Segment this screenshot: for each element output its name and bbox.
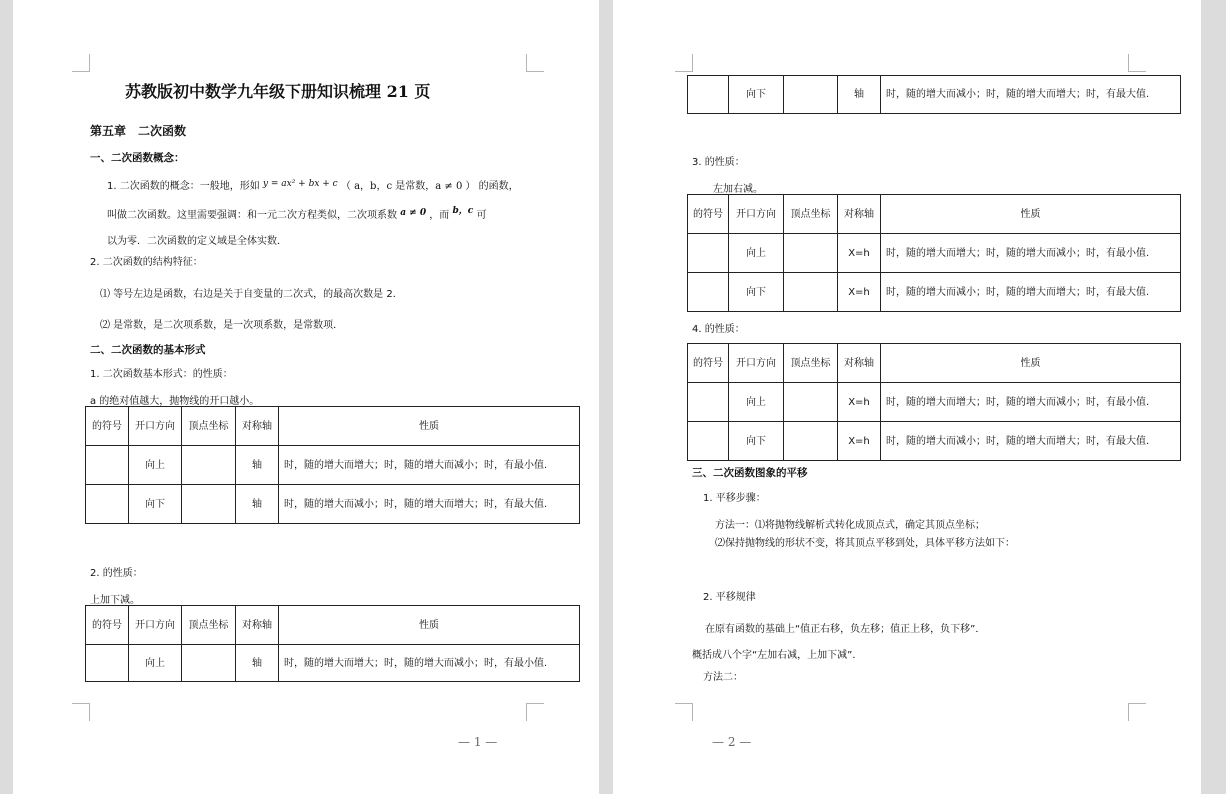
cell-axis: X=h	[838, 422, 881, 461]
table-row	[86, 485, 580, 524]
header-property: 性质	[279, 606, 580, 645]
cell-axis: 轴	[838, 76, 881, 114]
table-row	[86, 645, 580, 682]
header-vertex: 顶点坐标	[182, 407, 236, 446]
basic-form-item-4: 4. 的性质：	[692, 324, 745, 335]
coefficient-condition: （ a，b，c 是常数，a ≠ 0 ）	[340, 181, 476, 192]
note-a-magnitude: a 的绝对值越大，抛物线的开口越小。	[90, 396, 260, 407]
cell-property: 时，随的增大而增大；时，随的增大而减小；时，有最小值.	[881, 234, 1181, 273]
header-sign: 的符号	[86, 606, 129, 645]
properties-table-4	[687, 343, 1181, 461]
cell-axis: X=h	[838, 383, 881, 422]
concept-line-2-tail: 可	[476, 210, 487, 221]
concept-line-2	[107, 206, 486, 221]
crop-mark-top-right	[526, 54, 544, 72]
page-number-2: — 2 —	[712, 735, 752, 749]
header-property: 性质	[881, 344, 1181, 383]
basic-form-item-3: 3. 的性质：	[692, 157, 745, 168]
document-page-1	[13, 0, 599, 794]
properties-table-1	[85, 406, 580, 524]
note-left-add-right-subtract: 左加右减。	[713, 184, 763, 195]
section-heading-3: 三、二次函数图象的平移	[692, 467, 808, 479]
document-title: 苏教版初中数学九年级下册知识梳理 21 页	[125, 82, 431, 101]
cell-property: 时，随的增大而减小；时，随的增大而增大；时，有最大值.	[279, 485, 580, 524]
cell-opening: 向下	[729, 76, 784, 114]
basic-form-item-2: 2. 的性质：	[90, 568, 143, 579]
note-up-add-down-subtract: 上加下减。	[90, 595, 140, 606]
header-sign: 的符号	[688, 344, 729, 383]
concept-line-3: 以为零．二次函数的定义域是全体实数．	[107, 236, 287, 247]
header-axis: 对称轴	[838, 195, 881, 234]
translation-rule: 在原有函数的基础上“值正右移，负左移；值正上移，负下移”．	[705, 624, 986, 635]
cell-axis: 轴	[236, 446, 279, 485]
table-row	[86, 446, 580, 485]
concept-line-2-mid: ，而	[429, 210, 450, 221]
header-opening: 开口方向	[729, 344, 784, 383]
cell-opening: 向下	[729, 273, 784, 312]
page-number-1: — 1 —	[458, 735, 498, 749]
properties-table-3	[687, 194, 1181, 312]
crop-mark-bottom-left	[72, 703, 90, 721]
chapter-heading: 第五章 二次函数	[90, 124, 187, 138]
properties-table-2-continued	[687, 75, 1181, 114]
header-opening: 开口方向	[729, 195, 784, 234]
concept-line-2-lead: 叫做二次函数。这里需要强调：和一元二次方程类似，二次项系数	[107, 210, 397, 221]
concept-lead: 1. 二次函数的概念：一般地，形如	[107, 181, 260, 192]
table-row	[688, 273, 1181, 312]
header-vertex: 顶点坐标	[182, 606, 236, 645]
cell-property: 时，随的增大而增大；时，随的增大而减小；时，有最小值.	[881, 383, 1181, 422]
structure-heading: 2. 二次函数的结构特征：	[90, 257, 203, 268]
header-vertex: 顶点坐标	[784, 344, 838, 383]
header-sign: 的符号	[86, 407, 129, 446]
b-c-symbols: b，c	[452, 206, 474, 216]
basic-form-item-1: 1. 二次函数基本形式：的性质：	[90, 369, 233, 380]
cell-property: 时，随的增大而增大；时，随的增大而减小；时，有最小值.	[279, 645, 580, 682]
structure-point-2: ⑵ 是常数，是二次项系数，是一次项系数，是常数项．	[100, 320, 344, 331]
cell-property: 时，随的增大而增大；时，随的增大而减小；时，有最小值.	[279, 446, 580, 485]
cell-opening: 向上	[729, 234, 784, 273]
cell-opening: 向上	[729, 383, 784, 422]
cell-opening: 向上	[129, 645, 182, 682]
table-row	[688, 422, 1181, 461]
translation-rule-heading: 2. 平移规律	[703, 592, 756, 603]
table-row	[688, 383, 1181, 422]
cell-property: 时，随的增大而减小；时，随的增大而增大；时，有最大值.	[881, 273, 1181, 312]
header-axis: 对称轴	[236, 407, 279, 446]
crop-mark-bottom-right	[1128, 703, 1146, 721]
concept-tail: 的函数，	[478, 181, 519, 192]
method-one-step-1: 方法一：⑴将抛物线解析式转化成顶点式，确定其顶点坐标；	[715, 520, 985, 531]
document-page-2	[613, 0, 1201, 794]
table-row	[688, 76, 1181, 114]
header-sign: 的符号	[688, 195, 729, 234]
header-opening: 开口方向	[129, 407, 182, 446]
properties-table-2	[85, 605, 580, 682]
cell-axis: X=h	[838, 273, 881, 312]
header-property: 性质	[881, 195, 1181, 234]
cell-opening: 向下	[129, 485, 182, 524]
cell-axis: 轴	[236, 645, 279, 682]
quadratic-formula: y = ax² + bx + c	[262, 179, 338, 189]
crop-mark-top-left	[72, 54, 90, 72]
cell-property: 时，随的增大而减小；时，随的增大而增大；时，有最大值.	[881, 422, 1181, 461]
cell-axis: X=h	[838, 234, 881, 273]
header-vertex: 顶点坐标	[784, 195, 838, 234]
cell-axis: 轴	[236, 485, 279, 524]
table-row	[688, 234, 1181, 273]
translation-steps-heading: 1. 平移步骤：	[703, 493, 766, 504]
translation-summary: 概括成八个字“左加右减，上加下减”．	[692, 650, 863, 661]
section-heading-2: 二、二次函数的基本形式	[90, 344, 206, 356]
header-axis: 对称轴	[838, 344, 881, 383]
a-not-zero: a ≠ 0	[400, 208, 427, 218]
crop-mark-bottom-left	[675, 703, 693, 721]
method-one-step-2: ⑵保持抛物线的形状不变，将其顶点平移到处，具体平移方法如下：	[715, 538, 1015, 549]
section-heading-1: 一、二次函数概念：	[90, 152, 185, 164]
structure-point-1: ⑴ 等号左边是函数，右边是关于自变量的二次式，的最高次数是 2．	[100, 289, 403, 300]
crop-mark-top-left	[675, 54, 693, 72]
header-axis: 对称轴	[236, 606, 279, 645]
header-opening: 开口方向	[129, 606, 182, 645]
cell-opening: 向上	[129, 446, 182, 485]
cell-opening: 向下	[729, 422, 784, 461]
concept-line-1	[107, 177, 519, 192]
header-property: 性质	[279, 407, 580, 446]
cell-property: 时，随的增大而减小；时，随的增大而增大；时，有最大值.	[881, 76, 1181, 114]
crop-mark-top-right	[1128, 54, 1146, 72]
crop-mark-bottom-right	[526, 703, 544, 721]
method-two: 方法二：	[703, 672, 743, 683]
